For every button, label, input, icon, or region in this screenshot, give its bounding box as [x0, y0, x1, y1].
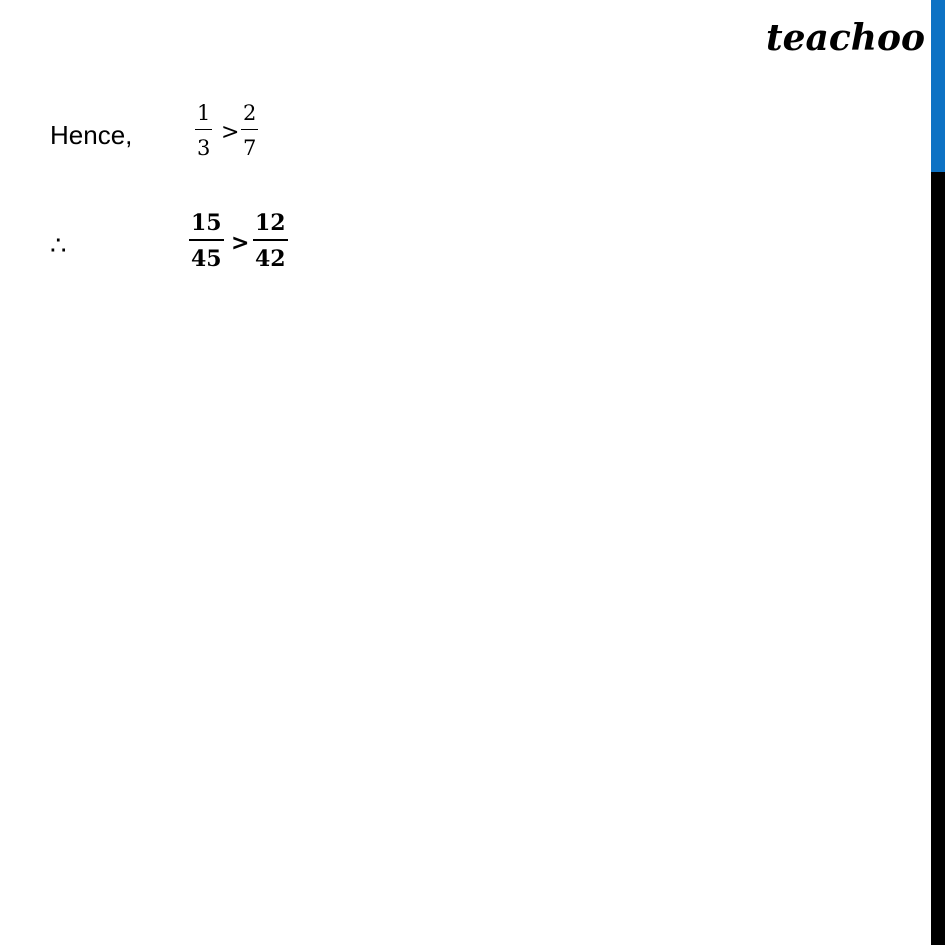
- fraction-numerator: 15: [191, 210, 222, 236]
- greater-than-sign: >: [221, 120, 240, 145]
- fraction-two-sevenths: [241, 100, 258, 161]
- fraction-denominator: 42: [255, 246, 286, 272]
- fraction-denominator: 45: [191, 246, 222, 272]
- fraction-numerator: 1: [197, 101, 211, 125]
- side-bar: [931, 0, 945, 945]
- hence-label: Hence,: [50, 120, 133, 150]
- fraction-numerator: 2: [243, 101, 257, 125]
- fraction-denominator: 3: [197, 136, 211, 160]
- teachoo-logo: teachoo: [766, 17, 925, 59]
- fraction-one-third: [195, 100, 212, 161]
- greater-than-sign: >: [231, 231, 250, 256]
- fraction-numerator: 12: [255, 210, 286, 236]
- therefore-symbol: ∴: [50, 230, 67, 260]
- fraction-twelve-fortyseconds: [253, 210, 288, 272]
- fraction-fifteen-fortyfifths: [189, 210, 224, 272]
- side-bar-accent: [931, 0, 945, 172]
- fraction-denominator: 7: [243, 136, 257, 160]
